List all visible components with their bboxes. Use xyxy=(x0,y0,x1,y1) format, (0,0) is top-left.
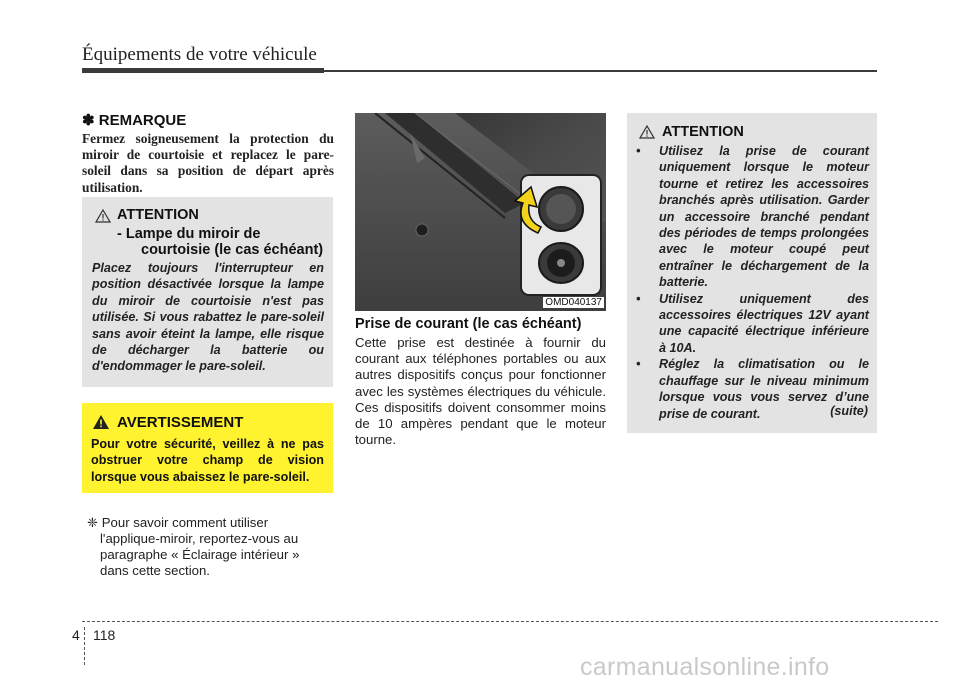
caution-box-mirror-lamp xyxy=(82,197,333,387)
list-item xyxy=(636,291,869,357)
page-number: 118 xyxy=(93,627,116,643)
page-header-title: Équipements de votre véhicule xyxy=(82,44,317,65)
power-outlet-illustration xyxy=(355,113,606,311)
footer-rule xyxy=(82,621,938,622)
bullet: • xyxy=(636,144,641,158)
warning-triangle-icon xyxy=(95,209,111,223)
warning-body: Pour votre sécurité, veillez à ne pas obstruer votre champ de vision lorsque vous abaissez le pare-soleil. xyxy=(91,437,324,484)
reference-line-2: l'applique-miroir, reportez-vous au xyxy=(100,531,299,546)
caution-subtitle-line1: - Lampe du miroir de xyxy=(117,226,261,242)
header-rule-thick xyxy=(82,68,324,73)
caution-list xyxy=(636,143,869,422)
continued-label: (suite) xyxy=(830,404,868,418)
footer-divider xyxy=(84,627,85,665)
note-body: Fermez soigneusement la protection du miroir de courtoisie et replacez le pare-soleil dans sa position de départ après utilisation. xyxy=(82,131,334,195)
bullet: • xyxy=(636,357,641,372)
warning-triangle-icon xyxy=(92,414,110,430)
photo-reference-code: OMD040137 xyxy=(545,297,602,308)
caution-box-power-outlet xyxy=(627,113,877,433)
reference-line-4: dans cette section. xyxy=(100,563,210,578)
caution-title: ATTENTION xyxy=(117,207,199,223)
note-title: ✽ REMARQUE xyxy=(82,112,187,129)
caution-item-2: Utilisez uniquement des accessoires électriques 12V ayant une capacité électrique inférieure à 10A. xyxy=(659,291,869,355)
list-item xyxy=(636,143,869,291)
reference-line-1: Pour savoir comment utiliser xyxy=(101,515,269,530)
caution-subtitle-line2: courtoisie (le cas échéant) xyxy=(141,242,324,258)
warning-box-sun-visor xyxy=(82,403,333,493)
warning-title: AVERTISSEMENT xyxy=(117,414,244,431)
caution-title: ATTENTION xyxy=(662,124,744,140)
warning-triangle-icon xyxy=(639,125,655,139)
caution-item-1: Utilisez la prise de courant uniquement lorsque le moteur tourne et retirez les accessoires branchés après utilisation. Garder un accessoire branché pendant des périodes de temps prolongées avec le moteur coupé peut entraîner le déchargement de la batterie. xyxy=(659,144,869,290)
header-rule-thin xyxy=(324,70,877,72)
power-outlet-body: Cette prise est destinée à fournir du courant aux téléphones portables ou aux autres dispositifs conçus pour fonctionner avec les systèmes électriques du véhicule. Ces dispositifs doivent consommer moins de 10 ampères pendant que le moteur tourne. xyxy=(355,335,606,448)
bullet: • xyxy=(636,291,641,306)
chapter-number: 4 xyxy=(72,627,80,643)
power-outlet-title: Prise de courant (le cas échéant) xyxy=(355,316,582,332)
reference-symbol: ❈ xyxy=(87,515,99,530)
caution-item-3: Réglez la climatisation ou le chauffage sur le niveau minimum lorsque vous vous servez d’une prise de courant. xyxy=(659,357,869,421)
reference-line-3: paragraphe « Éclairage intérieur » xyxy=(100,547,300,562)
caution-body: Placez toujours l'interrupteur en position désactivée lorsque la lampe du miroir de courtoisie n'est pas utilisée. Si vous rabattez le pare-soleil sans avoir éteint la lampe, elle risque de décharger la batterie ou d'endommager le pare-soleil. xyxy=(92,261,324,374)
power-outlet-photo xyxy=(355,113,606,311)
watermark: carmanualsonline.info xyxy=(580,653,830,681)
reference-note xyxy=(87,515,333,579)
